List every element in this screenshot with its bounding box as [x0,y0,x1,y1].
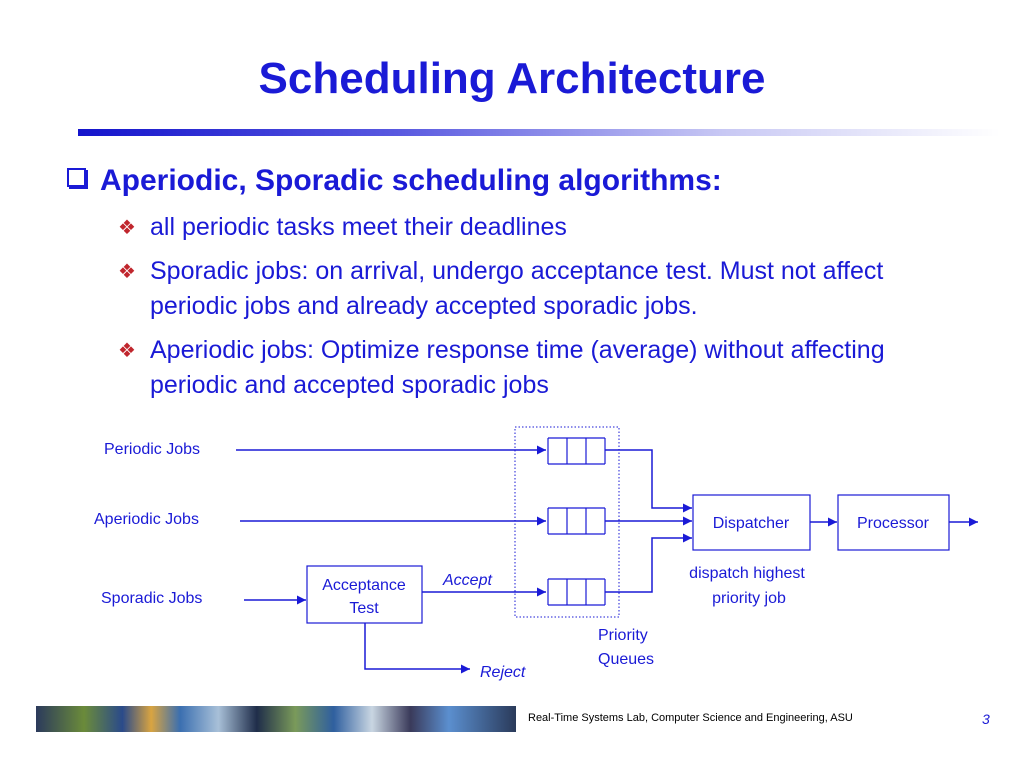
priority-queues-label: Queues [598,651,655,668]
footer-image-strip [36,706,516,732]
accept-label: Accept [443,572,492,589]
diamond-bullet-icon: ❖ [118,217,136,239]
slide-title: Scheduling Architecture [258,54,766,103]
dispatcher-label: Dispatcher [712,515,790,532]
sub-bullet-text: Sporadic jobs: on arrival, undergo acceptance test. Must not affect periodic jobs and already accepted sporadic jobs. [150,257,884,320]
diamond-bullet-icon: ❖ [118,340,136,362]
queue1-to-dispatcher-arrow [605,450,692,508]
footer-text: Real-Time Systems Lab, Computer Science and Engineering, ASU [528,712,853,724]
dispatch-note-label: dispatch highest [689,565,805,582]
diamond-bullet-icon: ❖ [118,261,136,283]
page-number: 3 [982,711,990,727]
sub-bullet-text: all periodic tasks meet their deadlines [150,213,567,241]
priority-queue-2 [548,508,605,534]
reject-arrow [365,623,470,669]
acceptance-test-label: Test [349,600,379,617]
priority-queues-label: Priority [598,627,648,644]
main-bullet-text: Aperiodic, Sporadic scheduling algorithms: [100,164,722,197]
sporadic-jobs-label: Sporadic Jobs [101,590,203,607]
priority-queue-3 [548,579,605,605]
queue3-to-dispatcher-arrow [605,538,692,592]
reject-label: Reject [480,664,526,681]
aperiodic-jobs-label: Aperiodic Jobs [94,511,199,528]
acceptance-test-label: Acceptance [322,577,406,594]
priority-queue-1 [548,438,605,464]
sub-bullet-text: Aperiodic jobs: Optimize response time (average) without affecting periodic and accepted sporadic jobs [150,336,885,399]
periodic-jobs-label: Periodic Jobs [104,441,201,458]
dispatch-note-label: priority job [712,590,786,607]
processor-label: Processor [856,515,930,532]
